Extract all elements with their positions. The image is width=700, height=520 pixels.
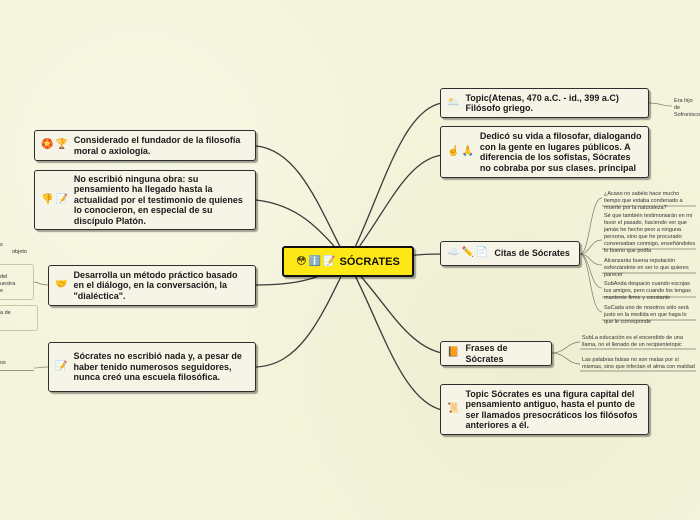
scroll-icon: 📜: [447, 403, 460, 415]
trophy-icon: 🏆: [55, 139, 68, 151]
leaf-frase-2[interactable]: [582, 357, 696, 371]
memo-icon: 📝: [55, 360, 68, 372]
central-topic[interactable]: [282, 246, 414, 277]
node-vida[interactable]: [440, 126, 649, 178]
leaf-cita-2[interactable]: [604, 213, 696, 254]
link-figura: [348, 262, 442, 410]
memo-icon: 📝: [323, 256, 336, 267]
pencil-icon: ✏️: [461, 247, 474, 259]
leaf-cita-1[interactable]: [604, 191, 696, 211]
memo-icon: 📝: [55, 193, 68, 205]
lotus-icon: 🏵️: [41, 139, 54, 151]
node-escribio-text: No escribió ninguna obra: su pensamiento ha llegado hasta la actualidad por el testimonio de quienes lo conocieron, en especial de su discípulo Platón.: [73, 173, 243, 226]
leaf-text: Sofronisco: [674, 112, 700, 118]
node-fundador-text: Considerado el fundador de la filosofía moral o axiología.: [73, 135, 241, 156]
document-icon: 📄: [475, 247, 489, 259]
info-icon: ℹ️: [308, 256, 322, 267]
leaf-text: SuCada uno de nosotros sólo será justo en la medida en que haga lo que le corresponde: [604, 305, 689, 325]
leaf-text: uestra: [0, 281, 16, 287]
leaf-cita-4[interactable]: [604, 281, 696, 301]
leaf-text: e: [0, 288, 4, 294]
thumbs-down-icon: 👎: [41, 193, 54, 205]
leaf-text: os: [0, 360, 6, 366]
link-topic: [348, 103, 442, 262]
leaf-text: SubAnda despacio cuando escojas tus amigos, pero cuando los tengas mantente firme y constante: [604, 281, 691, 301]
link-fundador: [256, 146, 348, 262]
node-frases[interactable]: [440, 341, 552, 366]
node-dialogo-text: Desarrolla un método práctico basado en el diálogo, en la conversación, la "dialéctica".: [73, 269, 238, 301]
node-fundador[interactable]: [34, 130, 256, 161]
leaf-box-dialogo2: [0, 305, 38, 331]
leaf-text: Alcanzarás buena reputación esforzándote en ser lo que quieres parecer: [604, 258, 689, 278]
leaf-frase-1[interactable]: [582, 335, 696, 349]
cloud-sun-icon: 🌥️: [447, 96, 460, 108]
leaf-nada[interactable]: [0, 360, 24, 367]
node-escribio[interactable]: [34, 170, 256, 230]
node-topic[interactable]: [440, 88, 649, 118]
leaf-dialogo-c[interactable]: [0, 310, 24, 317]
leaf-dialogo-a[interactable]: [0, 242, 27, 256]
leaf-cita-3[interactable]: [604, 258, 696, 278]
leaf-text: SubLa educación es el encendido de una llama, no el llenado de un recipientetopic: [582, 335, 683, 348]
leaf-text: s: [0, 242, 3, 248]
leaf-underline: [0, 370, 34, 371]
node-figura-text: Topic Sócrates es una figura capital del pensamiento antiguo, hasta el punto de ser llamados presocráticos los filósofos anteriores a él.: [465, 388, 638, 430]
node-nada-text: Sócrates no escribió nada y, a pesar de haber tenido numerosos seguidores, nunca creó una escuela filosófica.: [73, 351, 242, 383]
leaf-text: del: [0, 274, 8, 280]
node-citas[interactable]: [440, 241, 580, 266]
link-nada: [256, 262, 348, 367]
leaf-dialogo-b[interactable]: [0, 274, 24, 295]
leaf-text: Era hijo de: [674, 98, 693, 111]
central-title: SÓCRATES: [339, 255, 400, 268]
praying-hands-icon: 🙏: [461, 145, 474, 157]
pointing-hand-icon: ☝️: [447, 145, 460, 157]
leaf-text: Sé que también testimoniarán en mi favor el pasado, haciendo ver que jamás he hecho peor a ninguna persona, sino que he procurado conversaban conmigo, enseñándoles lo bueno que podía: [604, 213, 696, 254]
handshake-icon: 🤝: [55, 279, 68, 291]
leaf-text: Las palabras falsas no son malas por sí mismas, sino que infectan el alma con maldad: [582, 357, 695, 370]
leaf-text: objeto: [12, 249, 27, 255]
node-vida-text: Dedicó su vida a filosofar, dialogando con la gente en lugares públicos. A diferencia de los sofistas, Sócrates no cobraba por sus clases. principal: [479, 131, 642, 173]
node-figura[interactable]: [440, 384, 649, 435]
node-topic-text: Topic(Atenas, 470 a.C. - id., 399 a.C) Filósofo griego.: [465, 92, 619, 113]
node-nada[interactable]: [48, 342, 256, 392]
node-frases-text: Frases de Sócrates: [465, 343, 508, 364]
cloud-icon: ☁️: [447, 247, 460, 259]
leaf-text: ¿Acaso no sabéis hace mucho tiempo que estaba condenado a muerte por la naturaleza?: [604, 191, 683, 211]
node-citas-text: Citas de Sócrates: [494, 248, 570, 259]
book-icon: 📙: [447, 347, 460, 359]
face-icon: 😳: [296, 256, 307, 267]
node-dialogo[interactable]: [48, 265, 256, 306]
leaf-text: a de: [0, 310, 11, 316]
leaf-topic[interactable]: [674, 98, 700, 118]
leaf-cita-5[interactable]: [604, 305, 696, 325]
